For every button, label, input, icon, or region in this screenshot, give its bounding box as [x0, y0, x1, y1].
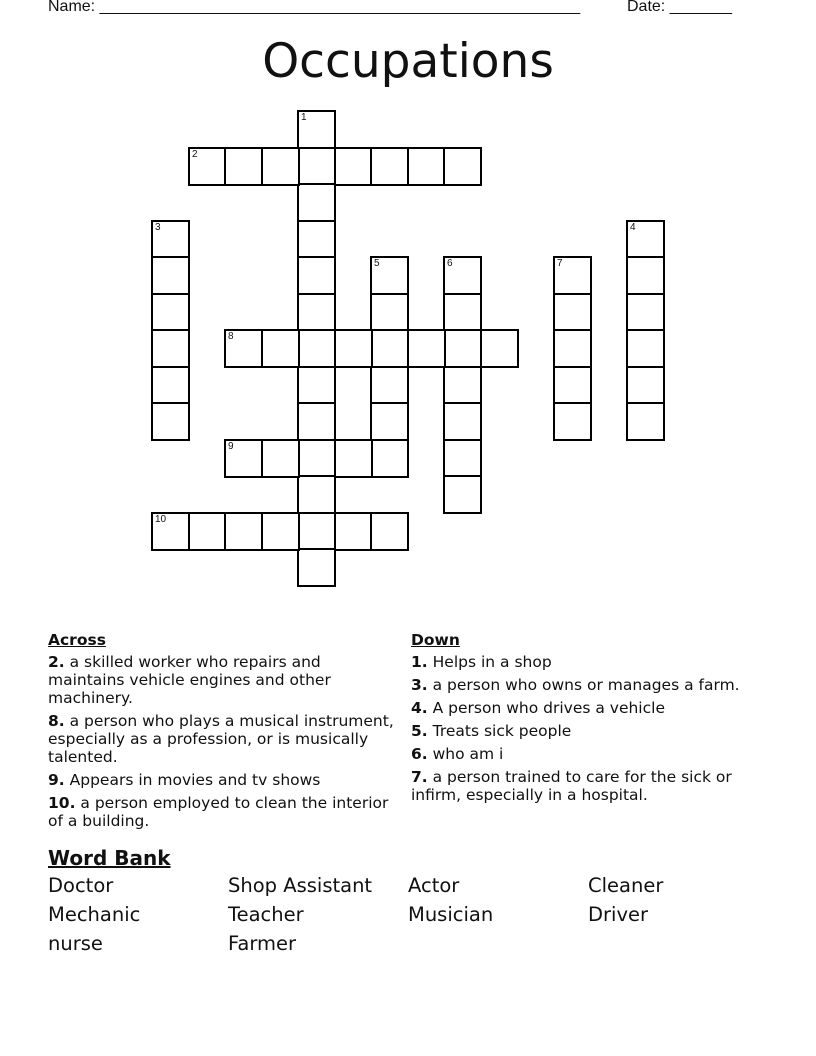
crossword-cell[interactable] [224, 147, 263, 186]
clue-number: 8 [228, 331, 234, 342]
crossword-cell[interactable] [334, 147, 373, 186]
crossword-cell[interactable] [370, 293, 409, 332]
crossword-cell[interactable] [151, 293, 190, 332]
down-clue: 3. a person who owns or manages a farm. [411, 676, 740, 694]
word-bank-title: Word Bank [48, 846, 171, 870]
down-clue: 4. A person who drives a vehicle [411, 699, 665, 717]
crossword-cell[interactable] [188, 147, 227, 186]
crossword-cell[interactable] [297, 439, 336, 478]
crossword-cell[interactable] [443, 329, 482, 368]
crossword-cell[interactable] [151, 256, 190, 295]
crossword-cell[interactable] [407, 147, 446, 186]
crossword-cell[interactable] [297, 475, 336, 514]
crossword-cell[interactable] [370, 402, 409, 441]
word-bank-item: Actor [408, 874, 460, 897]
crossword-cell[interactable] [370, 256, 409, 295]
date-field: Date: _______ [627, 0, 732, 15]
crossword-cell[interactable] [443, 147, 482, 186]
word-bank-item: Shop Assistant [228, 874, 373, 897]
crossword-cell[interactable] [224, 439, 263, 478]
crossword-cell[interactable] [370, 366, 409, 405]
crossword-cell[interactable] [407, 329, 446, 368]
page-title: Occupations [262, 34, 554, 89]
crossword-cell[interactable] [626, 402, 665, 441]
crossword-cell[interactable] [626, 293, 665, 332]
down-clue: 6. who am i [411, 745, 504, 763]
across-heading: Across [48, 631, 106, 649]
crossword-cell[interactable] [626, 366, 665, 405]
word-bank [48, 874, 768, 955]
across-clue: 9. Appears in movies and tv shows [48, 771, 321, 789]
crossword-cell[interactable] [224, 512, 263, 551]
crossword-cell[interactable] [297, 512, 336, 551]
crossword-cell[interactable] [553, 329, 592, 368]
word-bank-item: nurse [48, 932, 103, 955]
crossword-cell[interactable] [297, 220, 336, 259]
crossword-cell[interactable] [553, 293, 592, 332]
crossword-cell[interactable] [370, 329, 409, 368]
crossword-cell[interactable] [297, 293, 336, 332]
crossword-cell[interactable] [297, 110, 336, 149]
crossword-cell[interactable] [443, 475, 482, 514]
word-bank-item: Teacher [228, 903, 304, 926]
down-clues [411, 631, 751, 809]
word-bank-item: Mechanic [48, 903, 141, 926]
clue-number: 5 [374, 258, 380, 269]
clue-number: 1 [301, 112, 307, 123]
crossword-cell[interactable] [443, 256, 482, 295]
down-clue: 5. Treats sick people [411, 722, 572, 740]
crossword-cell[interactable] [443, 366, 482, 405]
crossword-cell[interactable] [334, 329, 373, 368]
crossword-cell[interactable] [480, 329, 519, 368]
crossword-cell[interactable] [370, 147, 409, 186]
clue-number: 10 [155, 514, 167, 525]
word-bank-item: Musician [408, 903, 494, 926]
crossword-cell[interactable] [334, 439, 373, 478]
across-clue: 10. a person employed to clean the interior of a building. [48, 794, 389, 830]
crossword-cell[interactable] [443, 402, 482, 441]
crossword-cell[interactable] [297, 183, 336, 222]
down-clue: 7. a person trained to care for the sick or infirm, especially in a hospital. [411, 768, 732, 804]
crossword-cell[interactable] [261, 512, 300, 551]
clue-number: 3 [155, 222, 161, 233]
clue-number: 4 [630, 222, 636, 233]
crossword-cell[interactable] [297, 402, 336, 441]
crossword-cell[interactable] [297, 329, 336, 368]
clue-number: 6 [447, 258, 453, 269]
crossword-cell[interactable] [553, 366, 592, 405]
down-clue: 1. Helps in a shop [411, 653, 552, 671]
word-bank-item: Cleaner [588, 874, 664, 897]
crossword-cell[interactable] [151, 220, 190, 259]
clue-number: 7 [557, 258, 563, 269]
word-bank-item: Farmer [228, 932, 297, 955]
across-clue: 2. a skilled worker who repairs and maintains vehicle engines and other machinery. [48, 653, 331, 707]
crossword-cell[interactable] [626, 220, 665, 259]
clue-number: 2 [192, 149, 198, 160]
crossword-cell[interactable] [188, 512, 227, 551]
word-bank-item: Driver [588, 903, 649, 926]
crossword-cell[interactable] [297, 366, 336, 405]
crossword-cell[interactable] [443, 439, 482, 478]
crossword-cell[interactable] [626, 329, 665, 368]
crossword-cell[interactable] [151, 512, 190, 551]
crossword-cell[interactable] [297, 147, 336, 186]
down-heading: Down [411, 631, 460, 649]
name-field: Name: ______________________________________________________ [48, 0, 581, 15]
across-clues [48, 631, 398, 835]
crossword-cell[interactable] [151, 366, 190, 405]
crossword-cell[interactable] [334, 512, 373, 551]
crossword-cell[interactable] [370, 439, 409, 478]
crossword-cell[interactable] [151, 329, 190, 368]
crossword-cell[interactable] [297, 548, 336, 587]
crossword-cell[interactable] [261, 147, 300, 186]
crossword-cell[interactable] [261, 329, 300, 368]
crossword-cell[interactable] [261, 439, 300, 478]
crossword-cell[interactable] [626, 256, 665, 295]
crossword-cell[interactable] [443, 293, 482, 332]
clue-number: 9 [228, 441, 234, 452]
crossword-cell[interactable] [553, 256, 592, 295]
crossword-cell[interactable] [224, 329, 263, 368]
crossword-cell[interactable] [370, 512, 409, 551]
crossword-cell[interactable] [553, 402, 592, 441]
across-clue: 8. a person who plays a musical instrument, especially as a profession, or is musically talented. [48, 712, 394, 766]
word-bank-item: Doctor [48, 874, 114, 897]
crossword-cell[interactable] [151, 402, 190, 441]
crossword-cell[interactable] [297, 256, 336, 295]
